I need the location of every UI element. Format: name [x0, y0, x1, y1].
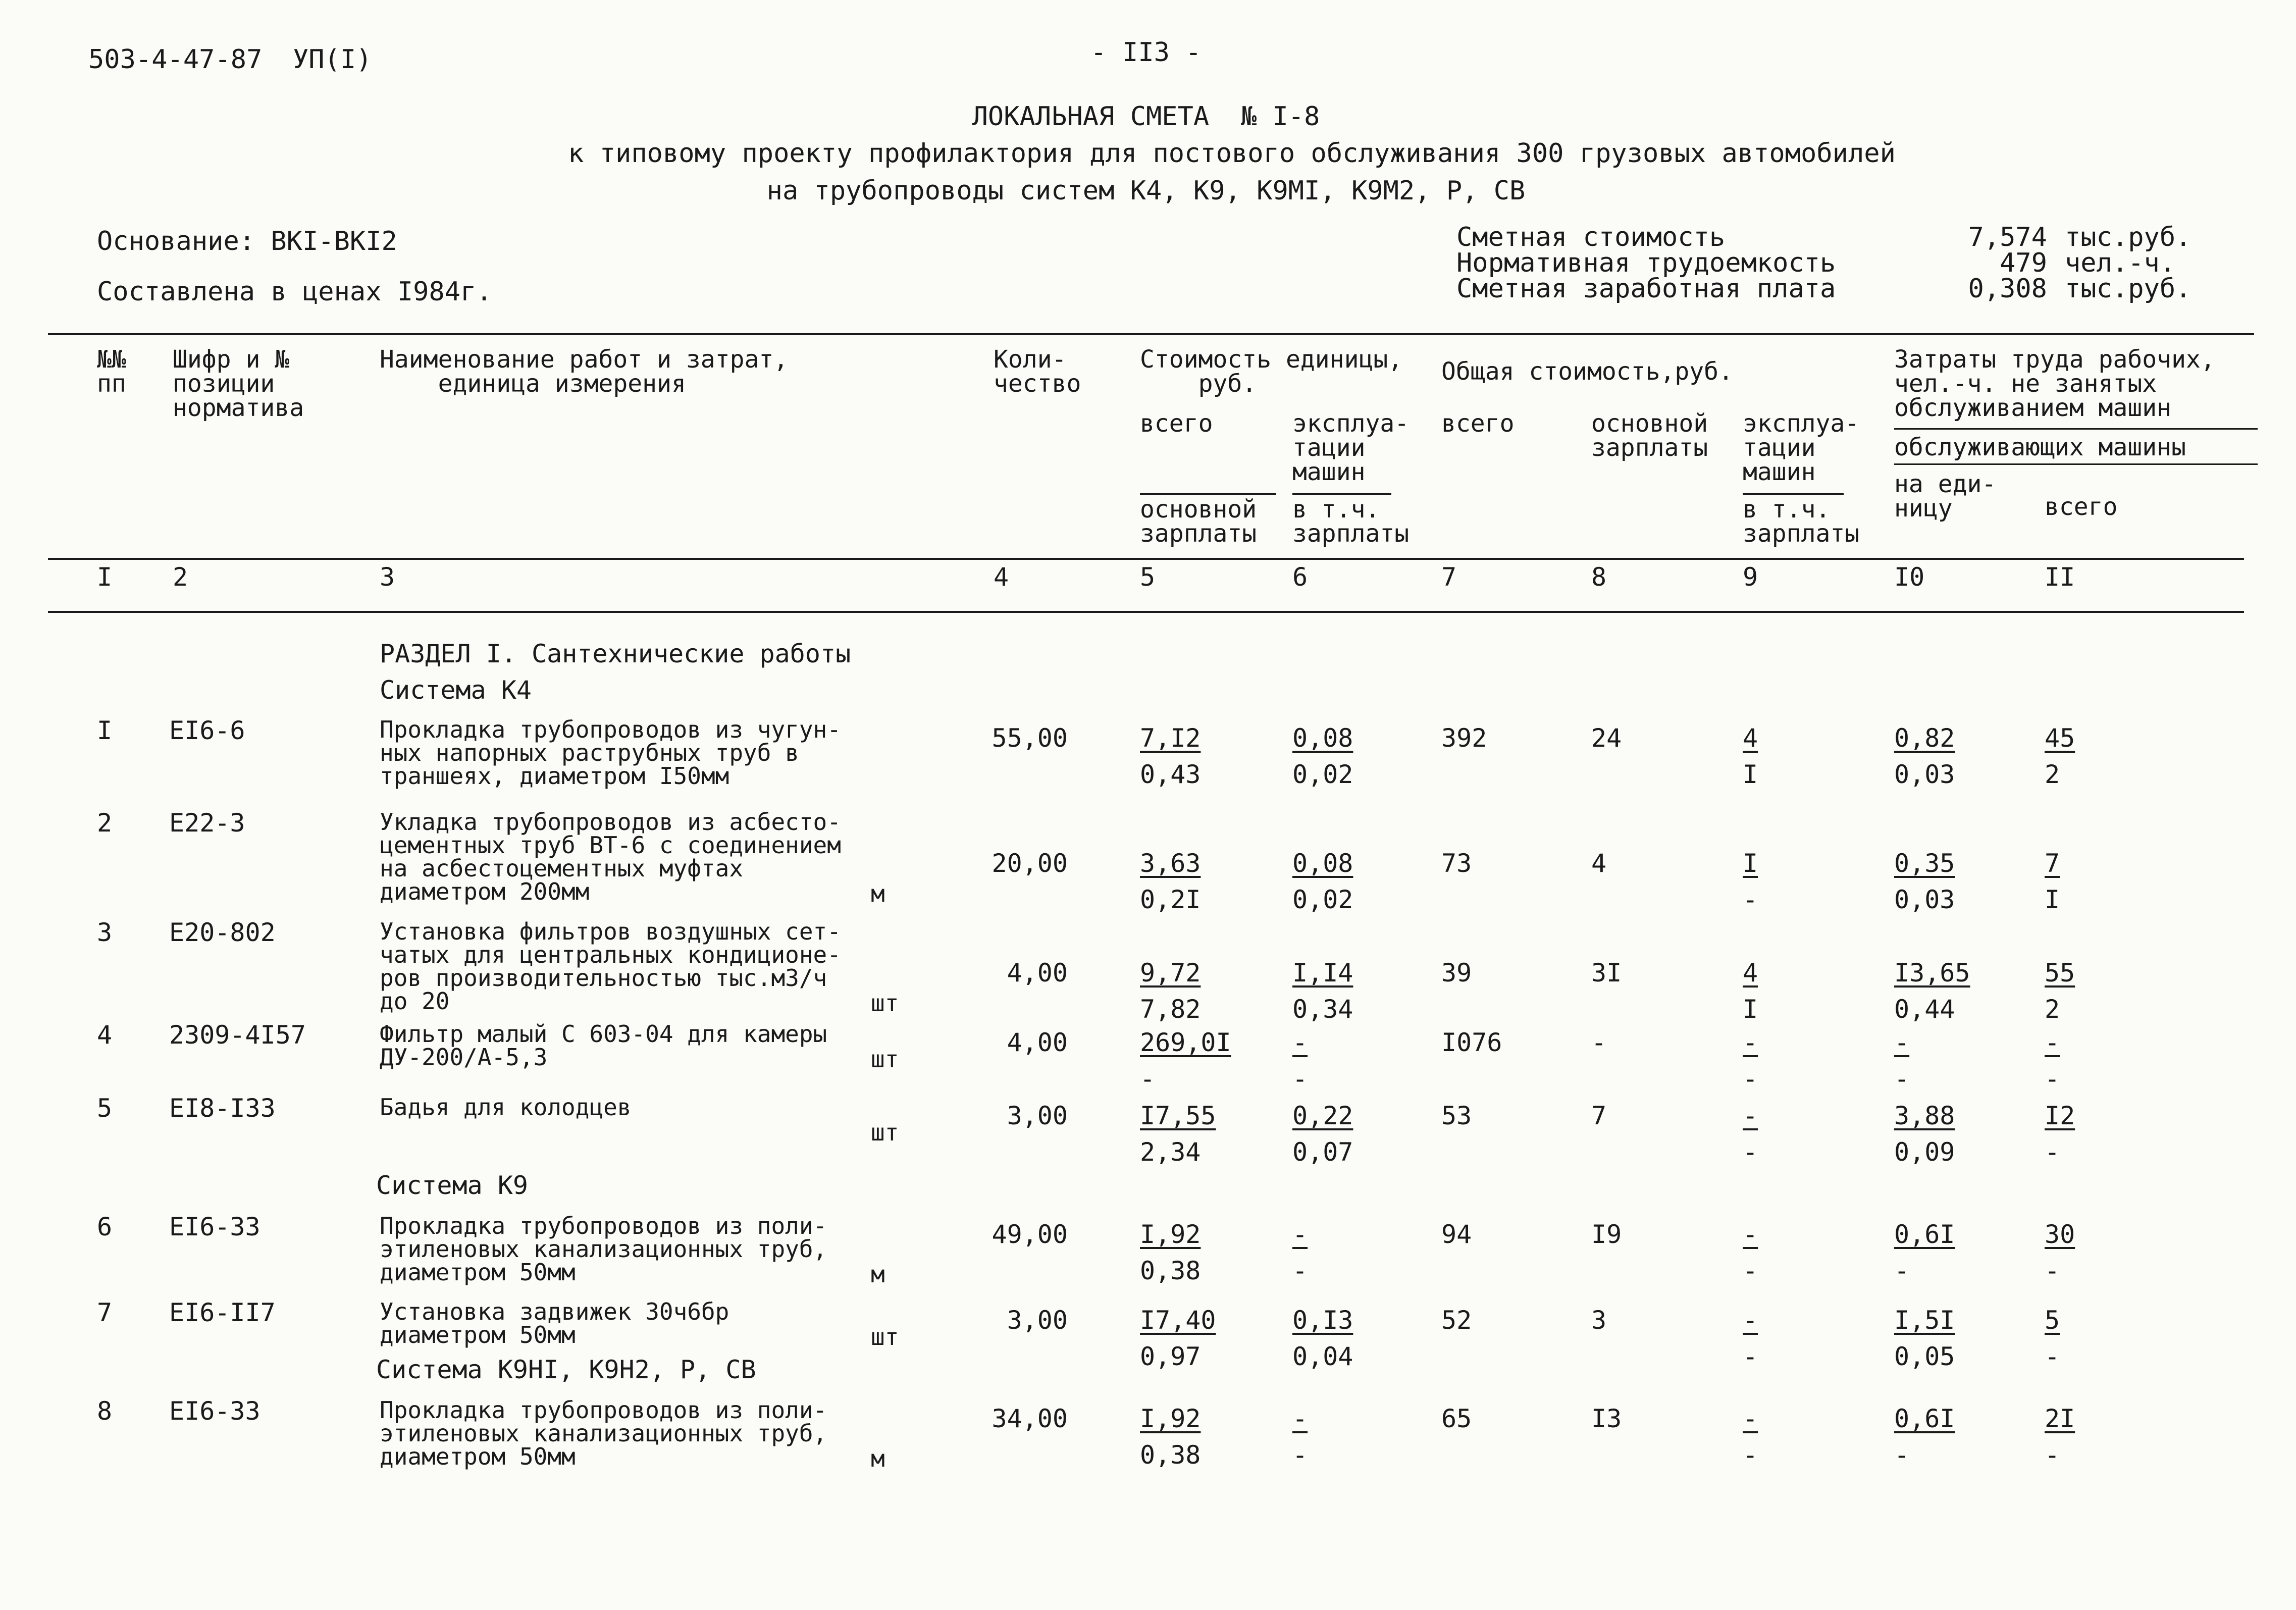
labor-per-unit: 0,6I	[1894, 1404, 1955, 1433]
row-number: 2	[97, 808, 113, 838]
total-machines: -	[1743, 1101, 1758, 1130]
machine-labor-total: I	[2045, 885, 2060, 914]
labor-per-unit: I,5I	[1894, 1306, 1955, 1335]
labor-total: 2I	[2045, 1404, 2075, 1433]
summary-label: Сметная стоимость	[1456, 222, 1726, 252]
total-machines: 4	[1743, 723, 1758, 753]
machine-labor-total: -	[2045, 1256, 2060, 1285]
column-header-7-total: всего	[1441, 409, 1515, 438]
work-description: Прокладка трубопроводов из чугун- ных напорных раструбных труб в траншеях, диаметром I50мм	[380, 716, 841, 790]
work-description: Установка задвижек 30ч6бр диаметром 50мм	[380, 1298, 729, 1348]
total-machines: -	[1743, 1220, 1758, 1249]
labor-total: 45	[2045, 723, 2075, 753]
total-machines: -	[1743, 1404, 1758, 1433]
unit-cost-total: 269,0I	[1140, 1028, 1231, 1057]
summary-unit: тыс.руб.	[2065, 274, 2191, 304]
total-cost: 52	[1441, 1306, 1472, 1335]
header-mid-rule	[48, 558, 2244, 560]
quantity: 55,00	[992, 723, 1068, 753]
total-machines: 4	[1743, 958, 1758, 988]
labor-total: 5	[2045, 1306, 2060, 1335]
col9-divider	[1743, 493, 1844, 495]
unit-cost-total: I7,55	[1140, 1101, 1216, 1130]
unit-cost-machine-salary: 0,02	[1292, 760, 1353, 789]
column-header-total-cost: Общая стоимость,руб.	[1441, 357, 1733, 386]
total-machine-salary: -	[1743, 1256, 1758, 1285]
summary-value: 479	[2000, 248, 2047, 278]
unit-of-measure: шт	[871, 1119, 899, 1146]
unit-of-measure: шт	[871, 1323, 899, 1351]
column-header-name: Наименование работ и затрат, единица измерения	[380, 345, 789, 398]
header-top-rule	[48, 333, 2254, 335]
system-heading: Система К9	[376, 1171, 529, 1200]
unit-cost-salary: -	[1140, 1064, 1156, 1094]
normative-code: EI6-6	[169, 716, 245, 745]
row-number: 8	[97, 1396, 113, 1426]
normative-code: EI8-I33	[169, 1094, 276, 1123]
total-cost: 73	[1441, 849, 1472, 878]
summary-unit: тыс.руб.	[2065, 222, 2191, 252]
summary-unit: чел.-ч.	[2065, 248, 2176, 278]
unit-cost-machines: -	[1292, 1220, 1308, 1249]
document-code: 503-4-47-87	[88, 44, 263, 75]
labor-per-unit: 0,35	[1894, 849, 1955, 878]
total-machine-salary: -	[1743, 1440, 1758, 1470]
column-header-5-salary: основной зарплаты	[1140, 495, 1257, 548]
unit-cost-machine-salary: -	[1292, 1064, 1308, 1094]
unit-cost-total: 7,I2	[1140, 723, 1201, 753]
total-cost: 392	[1441, 723, 1487, 753]
column-header-6-salary: в т.ч. зарплаты	[1292, 495, 1410, 548]
normative-code: 2309-4I57	[169, 1020, 306, 1050]
unit-cost-salary: 7,82	[1140, 995, 1201, 1024]
total-machines: I	[1743, 849, 1758, 878]
unit-cost-machines: 0,08	[1292, 849, 1353, 878]
unit-cost-machine-salary: 0,04	[1292, 1342, 1353, 1371]
machine-labor-per-unit: -	[1894, 1256, 1910, 1285]
total-machine-salary: -	[1743, 1342, 1758, 1371]
quantity: 3,00	[1007, 1306, 1068, 1335]
labor-total: 30	[2045, 1220, 2075, 1249]
price-level-text: Составлена в ценах I984г.	[97, 277, 492, 307]
quantity: 49,00	[992, 1220, 1068, 1249]
column-header-9-machines: эксплуа- тации машин	[1743, 409, 1860, 486]
column-header-quantity: Коли- чество	[994, 345, 1081, 398]
column-header-code: Шифр и № позиции норматива	[173, 345, 304, 422]
document-subtitle: к типовому проекту профилактория для постового обслуживания 300 грузовых автомобилей	[568, 138, 1896, 169]
row-number: I	[97, 716, 113, 745]
total-base-salary: 7	[1591, 1101, 1607, 1130]
unit-cost-machine-salary: -	[1292, 1440, 1308, 1470]
machine-labor-per-unit: -	[1894, 1440, 1910, 1470]
unit-cost-salary: 0,97	[1140, 1342, 1201, 1371]
normative-code: EI6-33	[169, 1396, 260, 1426]
column-number: 8	[1591, 562, 1607, 592]
row-number: 4	[97, 1020, 113, 1050]
total-cost: 53	[1441, 1101, 1472, 1130]
labor-per-unit: 0,6I	[1894, 1220, 1955, 1249]
total-base-salary: 24	[1591, 723, 1622, 753]
machine-labor-total: -	[2045, 1064, 2060, 1094]
unit-cost-machine-salary: 0,34	[1292, 995, 1353, 1024]
machine-labor-total: -	[2045, 1440, 2060, 1470]
unit-cost-machine-salary: -	[1292, 1256, 1308, 1285]
summary-label: Нормативная трудоемкость	[1456, 248, 1836, 278]
quantity: 3,00	[1007, 1101, 1068, 1130]
unit-of-measure: м	[871, 1445, 885, 1472]
labor-sub-rule	[1894, 428, 2258, 430]
labor-total: 7	[2045, 849, 2060, 878]
machine-labor-total: -	[2045, 1137, 2060, 1167]
total-machine-salary: I	[1743, 995, 1758, 1024]
total-base-salary: 3	[1591, 1306, 1607, 1335]
column-number: 6	[1292, 562, 1308, 592]
work-description: Установка фильтров воздушных сет- чатых для центральных кондиционе- ров производительностью тыс.м3/ч до 20	[380, 918, 841, 1015]
normative-code: E22-3	[169, 808, 245, 838]
total-base-salary: I9	[1591, 1220, 1622, 1249]
labor-per-unit: 0,82	[1894, 723, 1955, 753]
labor-total: -	[2045, 1028, 2060, 1057]
machine-labor-per-unit: 0,03	[1894, 885, 1955, 914]
machine-labor-per-unit: -	[1894, 1064, 1910, 1094]
unit-cost-salary: 0,38	[1140, 1256, 1201, 1285]
unit-cost-machines: 0,22	[1292, 1101, 1353, 1130]
row-number: 3	[97, 918, 113, 947]
work-description: Прокладка трубопроводов из поли- этиленовых канализационных труб, диаметром 50мм	[380, 1212, 827, 1286]
row-number: 5	[97, 1094, 113, 1123]
unit-cost-salary: 0,43	[1140, 760, 1201, 789]
unit-cost-machines: 0,08	[1292, 723, 1353, 753]
header-bottom-rule	[48, 611, 2244, 613]
unit-cost-salary: 0,2I	[1140, 885, 1201, 914]
system-heading: Система К4	[380, 676, 532, 705]
album-code: УП(I)	[293, 44, 372, 75]
column-number: I0	[1894, 562, 1925, 592]
system-heading: Система К9НI, К9Н2, Р, СВ	[376, 1355, 756, 1384]
labor-total: I2	[2045, 1101, 2075, 1130]
total-cost: 94	[1441, 1220, 1472, 1249]
unit-cost-salary: 2,34	[1140, 1137, 1201, 1167]
unit-cost-total: 9,72	[1140, 958, 1201, 988]
normative-code: E20-802	[169, 918, 276, 947]
work-description: Прокладка трубопроводов из поли- этиленовых канализационных труб, диаметром 50мм	[380, 1396, 827, 1470]
labor-per-unit: I3,65	[1894, 958, 1970, 988]
total-cost: 65	[1441, 1404, 1472, 1433]
column-header-11-total: всего	[2045, 493, 2118, 521]
page-number: - II3 -	[1090, 37, 1202, 68]
total-machine-salary: -	[1743, 885, 1758, 914]
unit-cost-machines: -	[1292, 1404, 1308, 1433]
document-title: ЛОКАЛЬНАЯ СМЕТА № I-8	[972, 101, 1320, 132]
machine-labor-per-unit: 0,03	[1894, 760, 1955, 789]
unit-of-measure: м	[871, 880, 885, 907]
labor-per-unit: 3,88	[1894, 1101, 1955, 1130]
normative-code: EI6-II7	[169, 1298, 276, 1327]
total-machines: -	[1743, 1306, 1758, 1335]
machine-labor-per-unit: 0,05	[1894, 1342, 1955, 1371]
unit-cost-machine-salary: 0,07	[1292, 1137, 1353, 1167]
quantity: 20,00	[992, 849, 1068, 878]
column-header-number: №№ пп	[97, 345, 126, 398]
column-header-unit-cost: Стоимость единицы, руб.	[1140, 345, 1403, 398]
document-subtitle-systems: на трубопроводы систем К4, К9, К9МI, К9М2, Р, СВ	[766, 176, 1526, 206]
labor-total: 55	[2045, 958, 2075, 988]
quantity: 34,00	[992, 1404, 1068, 1433]
labor-unit-rule	[1894, 463, 2258, 465]
work-description: Бадья для колодцев	[380, 1094, 632, 1121]
column-number: I	[97, 562, 113, 592]
unit-cost-salary: 0,38	[1140, 1440, 1201, 1470]
col5-divider	[1140, 493, 1276, 495]
machine-labor-total: 2	[2045, 995, 2060, 1024]
quantity: 4,00	[1007, 958, 1068, 988]
unit-of-measure: шт	[871, 990, 899, 1017]
column-number: 3	[380, 562, 395, 592]
column-number: 2	[173, 562, 188, 592]
column-number: II	[2045, 562, 2075, 592]
total-base-salary: I3	[1591, 1404, 1622, 1433]
unit-cost-total: 3,63	[1140, 849, 1201, 878]
total-base-salary: 4	[1591, 849, 1607, 878]
total-cost: 39	[1441, 958, 1472, 988]
machine-labor-per-unit: 0,44	[1894, 995, 1955, 1024]
normative-code: EI6-33	[169, 1212, 260, 1241]
column-header-10-per-unit: на еди- ницу	[1894, 470, 1997, 523]
column-header-5-total: всего	[1140, 409, 1213, 438]
total-machine-salary: I	[1743, 760, 1758, 789]
summary-label: Сметная заработная плата	[1456, 274, 1836, 304]
row-number: 7	[97, 1298, 113, 1327]
quantity: 4,00	[1007, 1028, 1068, 1057]
unit-cost-total: I7,40	[1140, 1306, 1216, 1335]
column-header-6-machines: эксплуа- тации машин	[1292, 409, 1410, 486]
column-header-8-salary: основной зарплаты	[1591, 409, 1708, 462]
unit-cost-total: I,92	[1140, 1220, 1201, 1249]
summary-value: 7,574	[1968, 222, 2047, 252]
basis-text: Основание: BKI-BKI2	[97, 226, 397, 256]
row-number: 6	[97, 1212, 113, 1241]
unit-cost-total: I,92	[1140, 1404, 1201, 1433]
unit-cost-machines: 0,I3	[1292, 1306, 1353, 1335]
total-base-salary: 3I	[1591, 958, 1622, 988]
column-number: 7	[1441, 562, 1457, 592]
total-cost: I076	[1441, 1028, 1502, 1057]
column-number: 4	[994, 562, 1009, 592]
unit-of-measure: м	[871, 1261, 885, 1288]
unit-cost-machines: -	[1292, 1028, 1308, 1057]
machine-labor-total: 2	[2045, 760, 2060, 789]
machine-labor-total: -	[2045, 1342, 2060, 1371]
unit-of-measure: шт	[871, 1046, 899, 1073]
col6-divider	[1292, 493, 1391, 495]
work-description: Фильтр малый С 603-04 для камеры ДУ-200/А-5,3	[380, 1020, 827, 1071]
section-title: РАЗДЕЛ I. Сантехнические работы	[380, 639, 851, 668]
summary-value: 0,308	[1968, 274, 2047, 304]
column-header-labor: Затраты труда рабочих, чел.-ч. не занятых обслуживанием машин	[1894, 345, 2215, 422]
machine-labor-per-unit: 0,09	[1894, 1137, 1955, 1167]
column-header-labor-machines: обслуживающих машины	[1894, 433, 2186, 461]
labor-per-unit: -	[1894, 1028, 1910, 1057]
total-machine-salary: -	[1743, 1137, 1758, 1167]
total-base-salary: -	[1591, 1028, 1607, 1057]
unit-cost-machines: I,I4	[1292, 958, 1353, 988]
total-machines: -	[1743, 1028, 1758, 1057]
total-machine-salary: -	[1743, 1064, 1758, 1094]
column-number: 5	[1140, 562, 1156, 592]
column-number: 9	[1743, 562, 1758, 592]
column-header-9-salary: в т.ч. зарплаты	[1743, 495, 1860, 548]
work-description: Укладка трубопроводов из асбесто- цементных труб ВТ-6 с соединением на асбестоцементных муфтах диаметром 200мм	[380, 808, 841, 905]
unit-cost-machine-salary: 0,02	[1292, 885, 1353, 914]
